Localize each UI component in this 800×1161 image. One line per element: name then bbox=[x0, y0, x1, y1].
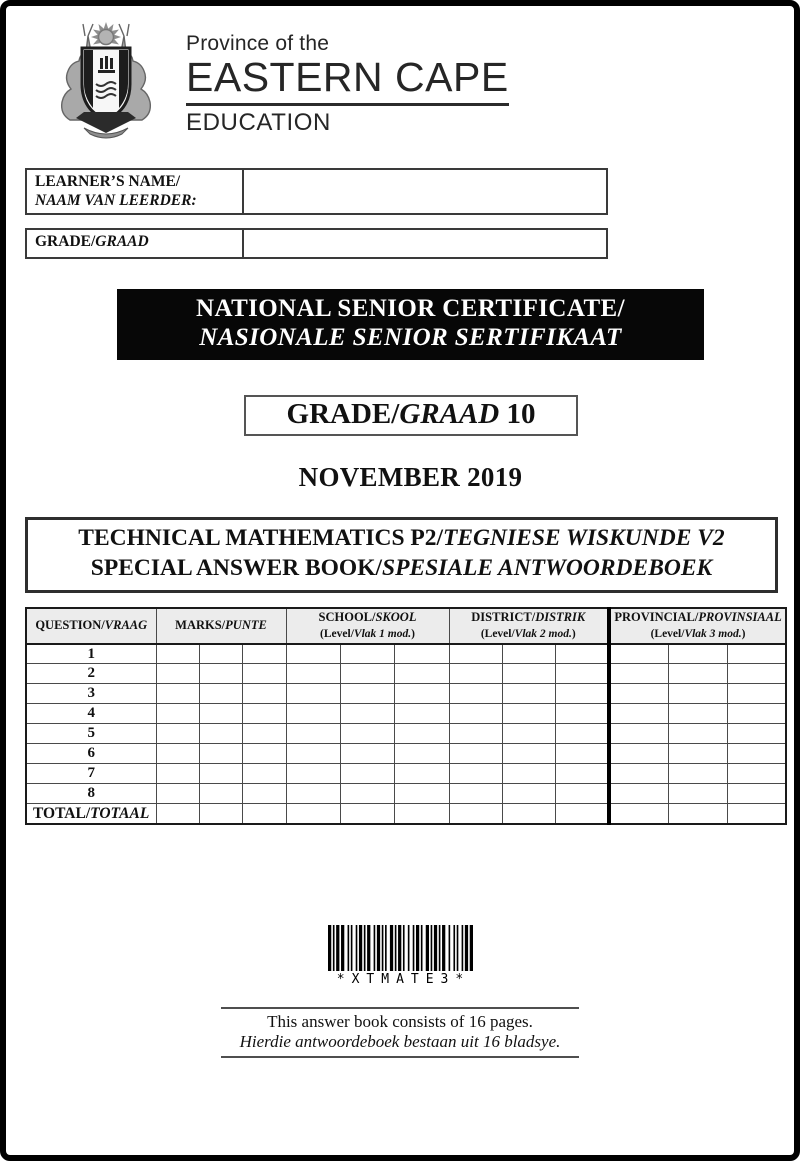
learner-name-label-af: NAAM VAN LEERDER: bbox=[35, 192, 197, 210]
header-question-af: VRAAG bbox=[104, 618, 148, 633]
score-cell[interactable] bbox=[449, 644, 502, 664]
grade-heading bbox=[244, 395, 578, 436]
learner-name-input[interactable] bbox=[244, 170, 606, 213]
page-count-note bbox=[221, 1007, 579, 1058]
score-cell[interactable] bbox=[609, 784, 668, 804]
header-provincial bbox=[609, 608, 786, 644]
score-cell[interactable] bbox=[242, 784, 286, 804]
score-cell[interactable] bbox=[609, 704, 668, 724]
score-cell[interactable] bbox=[555, 704, 609, 724]
score-cell[interactable] bbox=[156, 644, 199, 664]
header-school bbox=[286, 608, 449, 644]
score-cell[interactable] bbox=[668, 684, 727, 704]
score-cell[interactable] bbox=[340, 684, 394, 704]
header-school-af: SKOOL bbox=[375, 610, 417, 625]
score-cell[interactable] bbox=[242, 764, 286, 784]
score-cell[interactable] bbox=[199, 644, 242, 664]
score-cell[interactable] bbox=[156, 664, 199, 684]
marks-table-body bbox=[26, 644, 786, 824]
total-label: TOTAL/TOTAAL bbox=[26, 804, 156, 824]
header-marks-en: MARKS/ bbox=[175, 618, 226, 633]
certificate-banner-af: NASIONALE SENIOR SERTIFIKAAT bbox=[199, 324, 622, 352]
logo-province-of-the: Province of the bbox=[186, 32, 330, 55]
score-cell[interactable] bbox=[242, 664, 286, 684]
header-provincial-en: PROVINCIAL/ bbox=[614, 610, 699, 625]
score-cell[interactable] bbox=[668, 664, 727, 684]
score-cell[interactable] bbox=[242, 644, 286, 664]
score-cell[interactable] bbox=[727, 804, 786, 824]
score-cell[interactable] bbox=[286, 664, 340, 684]
score-cell[interactable] bbox=[394, 744, 449, 764]
score-cell[interactable] bbox=[502, 664, 555, 684]
score-cell[interactable] bbox=[727, 644, 786, 664]
score-cell[interactable] bbox=[609, 644, 668, 664]
shield bbox=[82, 48, 130, 120]
score-cell[interactable] bbox=[156, 684, 199, 704]
logo-wordmark bbox=[186, 32, 509, 137]
score-cell[interactable] bbox=[340, 784, 394, 804]
score-cell[interactable] bbox=[394, 664, 449, 684]
score-cell[interactable] bbox=[394, 644, 449, 664]
score-cell[interactable] bbox=[502, 744, 555, 764]
score-cell[interactable] bbox=[727, 684, 786, 704]
question-number: 3 bbox=[26, 684, 156, 704]
score-cell[interactable] bbox=[609, 684, 668, 704]
header-question bbox=[26, 608, 156, 644]
score-cell[interactable] bbox=[156, 804, 199, 824]
learner-name-label bbox=[27, 170, 244, 213]
grade-label-en: GRADE/ bbox=[35, 232, 96, 250]
score-cell[interactable] bbox=[502, 704, 555, 724]
header-district-sub: (Level/Vlak 2 mod.) bbox=[480, 627, 576, 640]
subject-title-line1 bbox=[28, 523, 775, 554]
score-cell[interactable] bbox=[449, 684, 502, 704]
score-cell[interactable] bbox=[340, 744, 394, 764]
score-cell[interactable] bbox=[242, 804, 286, 824]
score-cell[interactable] bbox=[502, 784, 555, 804]
score-cell[interactable] bbox=[340, 664, 394, 684]
score-cell[interactable] bbox=[449, 784, 502, 804]
coat-of-arms-icon bbox=[36, 22, 176, 140]
subject-title-line1-en: TECHNICAL MATHEMATICS P2/ bbox=[78, 524, 444, 551]
score-cell[interactable] bbox=[555, 744, 609, 764]
header-district-af: DISTRIK bbox=[535, 610, 586, 625]
score-cell[interactable] bbox=[340, 724, 394, 744]
score-cell[interactable] bbox=[668, 764, 727, 784]
table-row bbox=[26, 724, 786, 744]
question-number: 6 bbox=[26, 744, 156, 764]
score-cell[interactable] bbox=[242, 724, 286, 744]
score-cell[interactable] bbox=[286, 704, 340, 724]
barcode-icon bbox=[328, 925, 473, 971]
grade-heading-number: 10 bbox=[499, 397, 536, 430]
score-cell[interactable] bbox=[502, 684, 555, 704]
score-cell[interactable] bbox=[394, 784, 449, 804]
score-cell[interactable] bbox=[555, 764, 609, 784]
score-cell[interactable] bbox=[286, 764, 340, 784]
score-cell[interactable] bbox=[394, 804, 449, 824]
total-row bbox=[26, 804, 786, 824]
header-district-en: DISTRICT/ bbox=[471, 610, 536, 625]
header-provincial-sub: (Level/Vlak 3 mod.) bbox=[650, 627, 746, 640]
marks-table bbox=[25, 607, 787, 825]
subject-title-line2-af: SPESIALE ANTWOORDEBOEK bbox=[382, 555, 713, 582]
score-cell[interactable] bbox=[394, 724, 449, 744]
score-cell[interactable] bbox=[286, 804, 340, 824]
subject-title-line2-en: SPECIAL ANSWER BOOK/ bbox=[90, 555, 383, 582]
barcode-block bbox=[6, 925, 794, 987]
grade-input[interactable] bbox=[244, 230, 606, 257]
score-cell[interactable] bbox=[199, 764, 242, 784]
score-cell[interactable] bbox=[156, 744, 199, 764]
logo-eastern-cape: EASTERN CAPE bbox=[186, 56, 509, 106]
score-cell[interactable] bbox=[199, 744, 242, 764]
score-cell[interactable] bbox=[727, 784, 786, 804]
score-cell[interactable] bbox=[727, 764, 786, 784]
score-cell[interactable] bbox=[502, 804, 555, 824]
provincial-logo bbox=[36, 22, 794, 140]
score-cell[interactable] bbox=[449, 744, 502, 764]
score-cell[interactable] bbox=[199, 724, 242, 744]
score-cell[interactable] bbox=[555, 724, 609, 744]
header-provincial-af: PROVINSIAAL bbox=[698, 610, 782, 625]
pedestal bbox=[76, 112, 136, 138]
score-cell[interactable] bbox=[449, 664, 502, 684]
score-cell[interactable] bbox=[502, 644, 555, 664]
score-cell[interactable] bbox=[727, 704, 786, 724]
table-row bbox=[26, 684, 786, 704]
table-row bbox=[26, 664, 786, 684]
score-cell[interactable] bbox=[555, 644, 609, 664]
score-cell[interactable] bbox=[394, 704, 449, 724]
score-cell[interactable] bbox=[668, 644, 727, 664]
score-cell[interactable] bbox=[286, 724, 340, 744]
question-number: 4 bbox=[26, 704, 156, 724]
grade-heading-af: GRAAD bbox=[399, 397, 500, 430]
score-cell[interactable] bbox=[156, 784, 199, 804]
learner-name-label-en: LEARNER’S NAME/ bbox=[35, 173, 181, 190]
certificate-banner-en: NATIONAL SENIOR CERTIFICATE/ bbox=[196, 294, 625, 322]
score-cell[interactable] bbox=[394, 764, 449, 784]
score-cell[interactable] bbox=[449, 704, 502, 724]
score-cell[interactable] bbox=[199, 664, 242, 684]
score-cell[interactable] bbox=[286, 644, 340, 664]
question-number: 5 bbox=[26, 724, 156, 744]
page-count-af: Hierdie antwoordeboek bestaan uit 16 bladsye. bbox=[239, 1031, 561, 1051]
grade-heading-en: GRADE/ bbox=[286, 397, 400, 430]
score-cell[interactable] bbox=[668, 724, 727, 744]
score-cell[interactable] bbox=[668, 804, 727, 824]
header-district bbox=[449, 608, 609, 644]
marks-table-header-row bbox=[26, 608, 786, 644]
score-cell[interactable] bbox=[199, 684, 242, 704]
header-marks bbox=[156, 608, 286, 644]
question-number: 7 bbox=[26, 764, 156, 784]
question-number: 8 bbox=[26, 784, 156, 804]
score-cell[interactable] bbox=[286, 684, 340, 704]
score-cell[interactable] bbox=[156, 724, 199, 744]
score-cell[interactable] bbox=[199, 784, 242, 804]
score-cell[interactable] bbox=[727, 664, 786, 684]
score-cell[interactable] bbox=[449, 724, 502, 744]
subject-title-line2 bbox=[28, 553, 775, 584]
score-cell[interactable] bbox=[668, 784, 727, 804]
score-cell[interactable] bbox=[668, 704, 727, 724]
grade-box bbox=[25, 228, 608, 259]
score-cell[interactable] bbox=[609, 804, 668, 824]
score-cell[interactable] bbox=[340, 764, 394, 784]
score-cell[interactable] bbox=[727, 724, 786, 744]
score-cell[interactable] bbox=[727, 744, 786, 764]
certificate-banner bbox=[117, 289, 704, 360]
score-cell[interactable] bbox=[340, 704, 394, 724]
score-cell[interactable] bbox=[502, 764, 555, 784]
learner-name-box bbox=[25, 168, 608, 215]
score-cell[interactable] bbox=[199, 704, 242, 724]
logo-education: EDUCATION bbox=[186, 109, 331, 137]
table-row bbox=[26, 704, 786, 724]
score-cell[interactable] bbox=[156, 764, 199, 784]
table-row bbox=[26, 644, 786, 664]
score-cell[interactable] bbox=[609, 764, 668, 784]
score-cell[interactable] bbox=[609, 744, 668, 764]
header-school-sub: (Level/Vlak 1 mod.) bbox=[320, 627, 415, 640]
header-school-en: SCHOOL/ bbox=[318, 610, 376, 625]
question-number: 1 bbox=[26, 644, 156, 664]
score-cell[interactable] bbox=[502, 724, 555, 744]
score-cell[interactable] bbox=[555, 804, 609, 824]
score-cell[interactable] bbox=[286, 744, 340, 764]
question-number: 2 bbox=[26, 664, 156, 684]
score-cell[interactable] bbox=[242, 744, 286, 764]
header-question-en: QUESTION/ bbox=[35, 618, 105, 633]
score-cell[interactable] bbox=[609, 664, 668, 684]
score-cell[interactable] bbox=[156, 704, 199, 724]
score-cell[interactable] bbox=[199, 804, 242, 824]
score-cell[interactable] bbox=[609, 724, 668, 744]
subject-title-line1-af: TEGNIESE WISKUNDE V2 bbox=[443, 524, 725, 551]
score-cell[interactable] bbox=[668, 744, 727, 764]
subject-title-box bbox=[25, 517, 778, 593]
grade-label bbox=[27, 230, 244, 257]
score-cell[interactable] bbox=[555, 684, 609, 704]
score-cell[interactable] bbox=[242, 704, 286, 724]
score-cell[interactable] bbox=[242, 684, 286, 704]
page-count-en: This answer book consists of 16 pages. bbox=[267, 1011, 533, 1031]
score-cell[interactable] bbox=[555, 784, 609, 804]
header-marks-af: PUNTE bbox=[225, 618, 267, 633]
table-row bbox=[26, 784, 786, 804]
barcode-text: *XTMATE3* bbox=[336, 971, 471, 987]
score-cell[interactable] bbox=[394, 684, 449, 704]
score-cell[interactable] bbox=[449, 804, 502, 824]
table-row bbox=[26, 764, 786, 784]
exam-session: NOVEMBER 2019 bbox=[298, 461, 523, 492]
grade-label-af: GRAAD bbox=[95, 232, 149, 250]
score-cell[interactable] bbox=[286, 784, 340, 804]
score-cell[interactable] bbox=[449, 764, 502, 784]
score-cell[interactable] bbox=[340, 644, 394, 664]
table-row bbox=[26, 744, 786, 764]
score-cell[interactable] bbox=[340, 804, 394, 824]
score-cell[interactable] bbox=[555, 664, 609, 684]
